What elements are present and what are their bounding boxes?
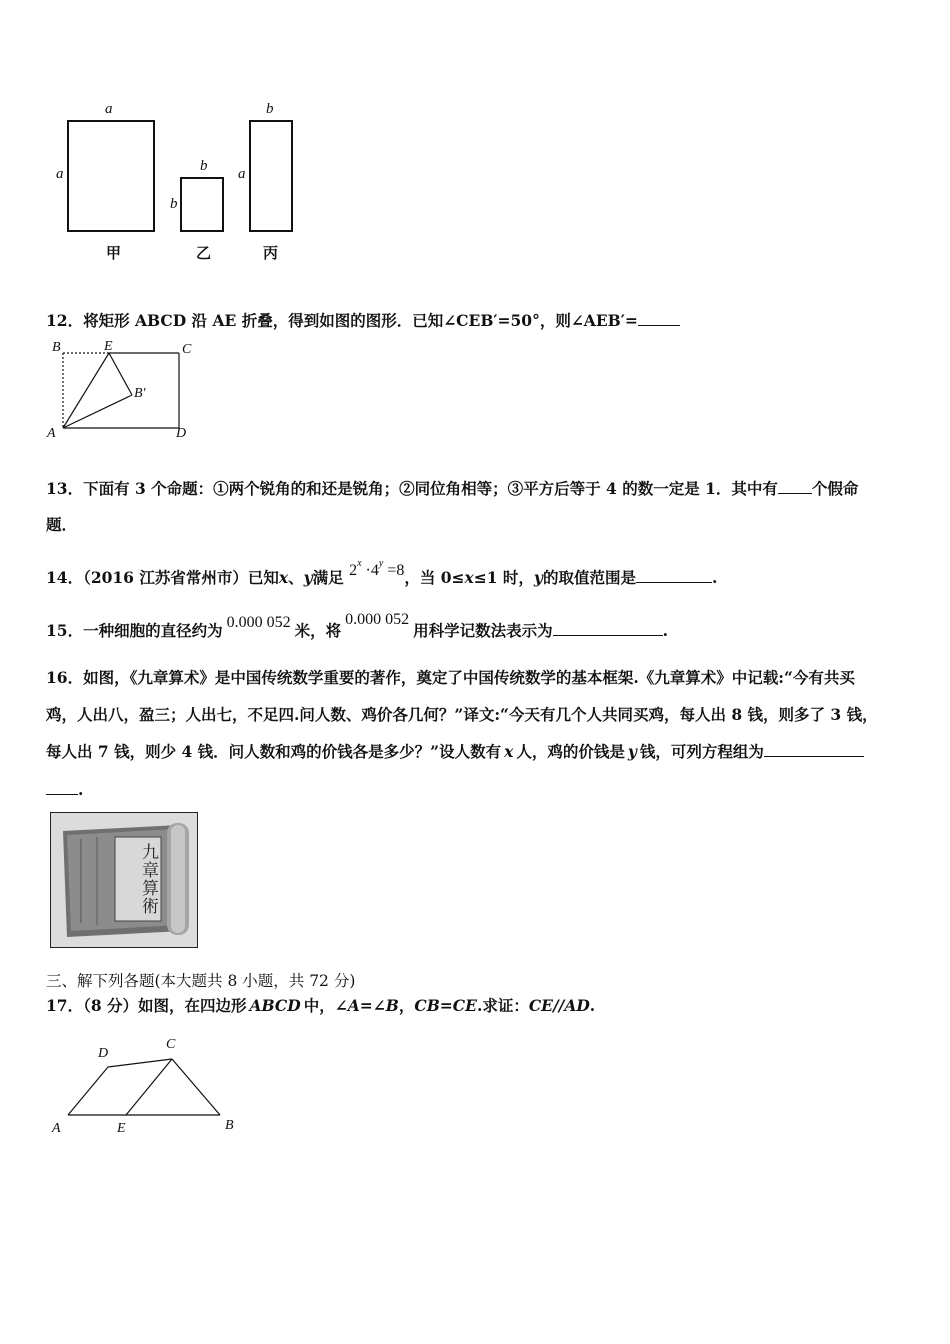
q17-mid: 中，∠	[303, 996, 348, 1015]
label-C17: C	[166, 1037, 176, 1052]
q14-satisfies: 满足	[312, 568, 344, 587]
figure-q17	[48, 1035, 248, 1140]
label-Bprime: B′	[134, 386, 146, 401]
q14-suffix: 的取值范围是	[542, 568, 636, 587]
question-15	[46, 611, 916, 642]
section-3-heading	[46, 971, 916, 991]
q13-answer-blank	[778, 479, 812, 494]
q14-prefix: 14．（2016 江苏省常州市）已知	[46, 568, 279, 587]
caption-yi: 乙	[196, 246, 212, 262]
label-A: A	[47, 426, 56, 441]
q14-x: x	[278, 568, 289, 587]
label-C: C	[182, 342, 192, 357]
q17-b: B	[385, 996, 399, 1015]
label-rect-left: a	[238, 166, 246, 182]
q12-answer-blank	[638, 311, 680, 326]
label-A17: A	[52, 1121, 61, 1136]
q14-y: y	[303, 568, 313, 587]
q15-number-2: 0.000 052	[345, 611, 410, 628]
square-b	[181, 178, 223, 231]
q16-line3-b: 人，鸡的价钱是	[516, 742, 625, 761]
book-image	[50, 812, 198, 948]
q15-prefix: 15．一种细胞的直径约为	[46, 621, 223, 640]
label-b-left: b	[170, 196, 178, 212]
question-16-line3	[46, 742, 916, 762]
q15-suffix: 用科学记数法表示为	[413, 621, 553, 640]
label-E: E	[104, 339, 113, 354]
caption-jia: 甲	[106, 246, 122, 262]
section-3-text: 三、解下列各题(本大题共 8 小题，共 72 分)	[46, 972, 356, 990]
q16-line4-end: .	[78, 780, 84, 799]
q16-line2: 鸡，人出八，盈三；人出七，不足四.问人数、鸡价各几何？”译文:“今天有几个人共同买鸡，每人出 8 钱，则多了 3 钱，	[46, 705, 878, 724]
label-D: D	[176, 426, 187, 441]
q14-equation: $2^x \cdot 4^y =8$	[349, 558, 405, 579]
question-13	[46, 479, 916, 499]
rect-ab	[250, 121, 292, 231]
label-B: B	[52, 340, 61, 355]
q13-line2: 题．	[46, 515, 78, 534]
label-b-top: b	[200, 158, 208, 174]
q17-a: A	[347, 996, 360, 1015]
q17-prefix: 17．（8 分）如图，在四边形	[46, 996, 247, 1015]
q17-eq: =∠	[359, 996, 386, 1015]
question-12	[46, 311, 916, 331]
q13-line1: 13．下面有 3 个命题：①两个锐角的和还是锐角；②同位角相等；③平方后等于 4 的数一定是 1．其中有	[46, 479, 778, 498]
question-14	[46, 558, 916, 589]
q17-conclusion: CE//AD	[528, 996, 590, 1015]
q14-y2: y	[533, 568, 543, 587]
q17-prove: .求证：	[476, 996, 529, 1015]
quadrilateral-figure	[48, 1035, 248, 1140]
q14-cond-x: x	[464, 568, 474, 587]
figure-q12	[45, 340, 205, 445]
caption-bing: 丙	[263, 246, 279, 262]
question-16-line4	[46, 780, 916, 800]
q17-cbce: CB=CE	[414, 996, 477, 1015]
q17-abcd: ABCD	[249, 996, 301, 1015]
q16-line3-c: 钱，可列方程组为	[639, 742, 764, 761]
question-13-cont	[46, 515, 916, 535]
q14-cond-post: ≤1 时，	[473, 568, 534, 587]
label-a-left: a	[56, 166, 64, 182]
q13-line1-tail: 个假命	[811, 479, 859, 498]
book-title: 九章算術	[138, 843, 158, 915]
label-B17: B	[225, 1118, 234, 1133]
q14-cond-pre: ，当 0≤	[404, 568, 465, 587]
q17-end: .	[589, 996, 596, 1015]
q12-text: 12．将矩形 ABCD 沿 AE 折叠，得到如图的图形．已知∠CEB′=50°，则∠AEB′=	[46, 311, 638, 330]
q15-mid: 米，将	[294, 621, 342, 640]
q14-end: .	[711, 568, 718, 587]
label-E17: E	[117, 1121, 126, 1136]
label-rect-top: b	[266, 101, 274, 117]
q14-answer-blank	[636, 568, 712, 583]
label-a-top: a	[105, 101, 113, 117]
q16-answer-blank-cont	[46, 780, 78, 795]
q16-answer-blank	[764, 742, 864, 757]
q15-answer-blank	[553, 621, 663, 636]
square-a	[68, 121, 154, 231]
question-16-line1	[46, 668, 916, 688]
question-16-line2	[46, 705, 916, 725]
q14-sep: 、	[288, 568, 304, 587]
q15-number-1: 0.000 052	[226, 614, 291, 631]
q16-x: x	[504, 742, 514, 761]
q16-y: y	[627, 742, 637, 761]
q17-comma: ，	[398, 996, 415, 1015]
figure-q11	[50, 100, 310, 270]
question-17	[46, 996, 916, 1016]
q16-line3-a: 每人出 7 钱，则少 4 钱．问人数和鸡的价钱各是多少？”设人数有	[46, 742, 502, 761]
q15-end: .	[662, 621, 669, 640]
q16-line1: 16．如图，《九章算术》是中国传统数学重要的著作，奠定了中国传统数学的基本框架.《九章算术》中记载:“今有共买	[46, 668, 855, 687]
label-D17: D	[98, 1046, 109, 1061]
